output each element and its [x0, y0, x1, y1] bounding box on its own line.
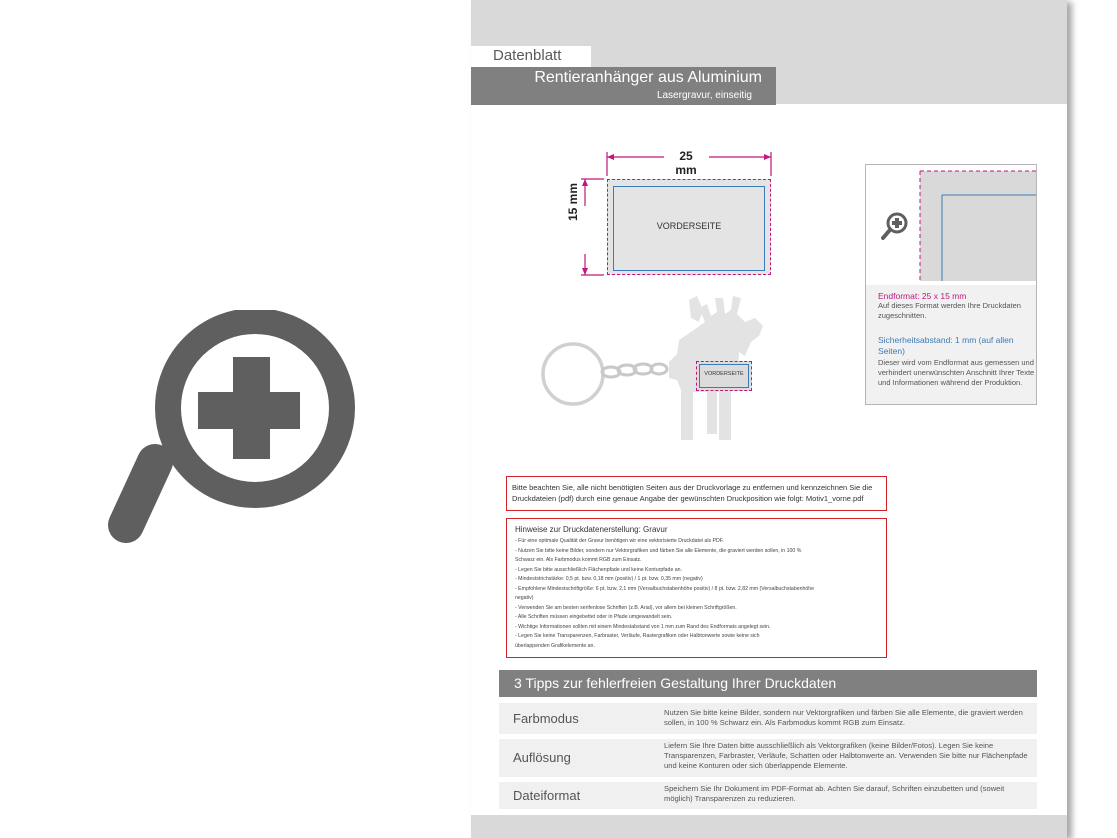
page-title: Rentieranhänger aus Aluminium [534, 69, 762, 86]
endformat-text: Auf dieses Format werden Ihre Druckdaten zugeschnitten. [878, 301, 1021, 320]
tips-header [499, 670, 1037, 697]
tip-row-file-format [499, 782, 1037, 809]
tip-label: Auflösung [513, 750, 571, 765]
height-dimension-label: 15 mm [566, 182, 580, 221]
note-line: - Für eine optimale Qualität der Gravur benötigen wir eine vektorisierte Druckdatei als PDF. [515, 538, 724, 544]
note-line: - Legen Sie bitte ausschließlich Flächenpfade und keine Konturpfade an. [515, 566, 682, 573]
tip-row-color-mode [499, 703, 1037, 734]
note-line: - Verwenden Sie am besten serifenlose Schriften (z.B. Arial), vor allem bei kleinen Schriftgrößen. [515, 604, 737, 611]
note-line: - Wichtige Informationen sollten mit einem Mindestabstand von 1 mm zum Rand des Endformats angelegt sein. [515, 623, 771, 630]
tag-front-label: VORDERSEITE [704, 371, 744, 377]
front-side-label: VORDERSEITE [656, 221, 722, 231]
safety-margin-text: Dieser wird vom Endformat aus gemessen und verhindert unerwünschten Anschnitt Ihrer Texte und Informationen während der Produktion. [878, 358, 1035, 387]
note-line: - Nutzen Sie bitte keine Bilder, sondern nur Vektorgrafiken und färben Sie alle Elemente, die graviert werden sollen, in 100 % [515, 547, 802, 554]
engraving-notes-box [506, 518, 887, 658]
tip-label: Farbmodus [513, 711, 579, 726]
reindeer-keyring-illustration [531, 292, 801, 442]
tip-text: Liefern Sie Ihre Daten bitte ausschließlich als Vektorgrafiken (keine Bilder/Fotos). Legen Sie keine Transparenzen, Farbraster, Verläufe, Schatten oder Halbtonwerte an. Verwenden Sie bitte nur Flächenpfade und keine Konturen oder sich überlappende Elemente. [664, 741, 1028, 770]
datasheet-page [471, 0, 1067, 838]
zoom-in-icon[interactable] [100, 310, 360, 560]
note-line: Schwarz ein. Als Farbmodus kommt RGB zum Einsatz. [515, 557, 642, 563]
width-dimension-label: 25 mm [675, 149, 697, 177]
note-line: - Empfohlene Mindestschriftgröße: 6 pt. bzw. 2,1 mm (Versalbuchstabenhöhe positiv) / 8 pt. bzw. 2,82 mm (Versalbuchstabenhöhe [515, 585, 815, 592]
note-line: - Legen Sie keine Transparenzen, Farbraster, Verläufe, Rastergrafiken oder Halbtonwerte sowie keine sich [515, 633, 760, 639]
note-line: negativ) [515, 595, 534, 601]
detail-panel [865, 164, 1037, 405]
datasheet-tag: Datenblatt [493, 47, 562, 64]
note-line: überlappenden Grafikelemente an. [515, 642, 595, 649]
file-naming-notice: Bitte beachten Sie, alle nicht benötigten Seiten aus der Druckvorlage zu entfernen und kennzeichnen Sie die Druckdateien (pdf) durch eine genaue Angabe der gewünschten Druckposition wie folgt: Motiv1_vorne.pdf [506, 476, 887, 511]
footer-band [471, 815, 1067, 838]
note-line: - Alle Schriften müssen eingebettet oder in Pfade umgewandelt sein. [515, 614, 673, 620]
engraving-notes-title: Hinweise zur Druckdatenerstellung: Gravur [515, 525, 668, 534]
zoom-in-icon[interactable] [880, 211, 910, 241]
page-subtitle: Lasergravur, einseitig [656, 90, 752, 101]
tip-row-resolution [499, 739, 1037, 777]
tips-title: 3 Tipps zur fehlerfreien Gestaltung Ihrer Druckdaten [514, 675, 837, 691]
endformat-title: Endformat: 25 x 15 mm [878, 291, 967, 301]
tip-text: Speichern Sie Ihr Dokument im PDF-Format ab. Achten Sie darauf, Schriften einzubetten und (soweit möglich) Transparenzen zu reduzieren. [664, 784, 1005, 803]
safety-margin-title: Sicherheitsabstand: 1 mm (auf allen Seiten) [878, 335, 1014, 356]
engraving-notes-list [515, 537, 878, 651]
note-line: - Mindeststrichstärke: 0,5 pt. bzw. 0,18 mm (positiv) / 1 pt. bzw. 0,35 mm (negativ) [515, 576, 703, 582]
tip-label: Dateiformat [513, 788, 581, 803]
tip-text: Nutzen Sie bitte keine Bilder, sondern nur Vektorgrafiken und färben Sie alle Elemente, die graviert werden sollen, in 100 % Schwarz ein. Als Farbmodus kommt RGB zum Einsatz. [664, 708, 1023, 727]
